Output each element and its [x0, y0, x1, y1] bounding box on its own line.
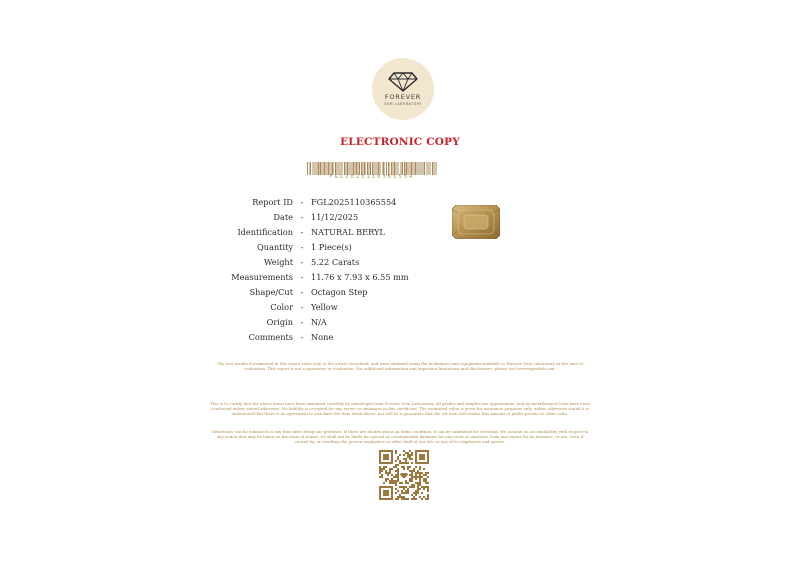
separator: - [300, 196, 304, 207]
detail-row-color [200, 299, 409, 314]
page-title: ELECTRONIC COPY [340, 136, 460, 148]
separator: - [300, 226, 304, 237]
detail-label: Origin [266, 316, 293, 327]
detail-label: Color [270, 301, 293, 312]
detail-label: Quantity [257, 241, 293, 252]
detail-row-quantity [200, 239, 409, 254]
disclaimer-certification: This is to certify that the above items have been examined carefully by gemologist from Forever Gem Laboratory. All grades and weights are approximate, and no metallurgical tests have been conducted unless stated otherwise. No liability is accepted for any errors or omissions in this certificate. The estimated value is given for insurance purposes only, unless otherwise stated it is understood that there is no agreement to purchase the item listed above, nor will be a guarantee that the set item will realise this amount at public private or other sales. [210, 401, 590, 416]
detail-value: NATURAL BERYL [311, 226, 385, 237]
detail-value: N/A [311, 316, 327, 327]
detail-row-report-id [200, 194, 409, 209]
detail-label: Date [273, 211, 293, 222]
detail-value: None [311, 331, 334, 342]
lab-logo [372, 58, 434, 120]
barcode-text: FGL2025110365554 [329, 174, 415, 180]
detail-value: Octagon Step [311, 286, 368, 297]
qr-code[interactable] [379, 450, 429, 500]
gemstone-photo [452, 205, 500, 239]
disclaimer-test-results: The test results documented in this report refer only to the article described, and were obtained using the techniques and equipment available to Forever Gem Laboratory at the time of evaluation. This report is not a guarantee or evaluation. For additional information and important limitations and disclaimers, please see forevergemlab.com. [217, 361, 583, 371]
disclaimer-liability: Gemstones can be enhanced at any time after living our premises. If there are doubts about an items condition, it can be submitted for retesting. We assume no accountability with respect to any action that may be taken on the basis of report, we shall not be liable for special or consequential damages for any error or omission, from any report for its issuance, or use, even if caused by, or resulting the proven negligence or other fault of our lab, or any of its employees and agents. [211, 429, 589, 444]
detail-value: 5.22 Carats [311, 256, 360, 267]
detail-label: Comments [248, 331, 293, 342]
detail-value: 1 Piece(s) [311, 241, 352, 252]
detail-label: Shape/Cut [249, 286, 293, 297]
separator: - [300, 256, 304, 267]
detail-label: Report ID [252, 196, 293, 207]
detail-value: 11.76 x 7.93 x 6.55 mm [311, 271, 409, 282]
detail-label: Measurements [231, 271, 293, 282]
separator: - [300, 301, 304, 312]
separator: - [300, 331, 304, 342]
detail-row-measurements [200, 269, 409, 284]
detail-row-identification [200, 224, 409, 239]
logo-name: FOREVER [384, 93, 422, 101]
separator: - [300, 286, 304, 297]
separator: - [300, 241, 304, 252]
separator: - [300, 271, 304, 282]
detail-value: 11/12/2025 [311, 211, 359, 222]
detail-row-weight [200, 254, 409, 269]
detail-value: Yellow [311, 301, 338, 312]
detail-row-comments [200, 329, 409, 344]
detail-label: Identification [237, 226, 293, 237]
logo-subtitle: GEM LABORATORY [384, 102, 422, 106]
detail-row-date [200, 209, 409, 224]
report-details [200, 194, 409, 344]
separator: - [300, 316, 304, 327]
detail-label: Weight [263, 256, 293, 267]
detail-row-shape-cut [200, 284, 409, 299]
diamond-icon [388, 72, 418, 92]
separator: - [300, 211, 304, 222]
detail-row-origin [200, 314, 409, 329]
detail-value: FGL2025110365554 [311, 196, 397, 207]
